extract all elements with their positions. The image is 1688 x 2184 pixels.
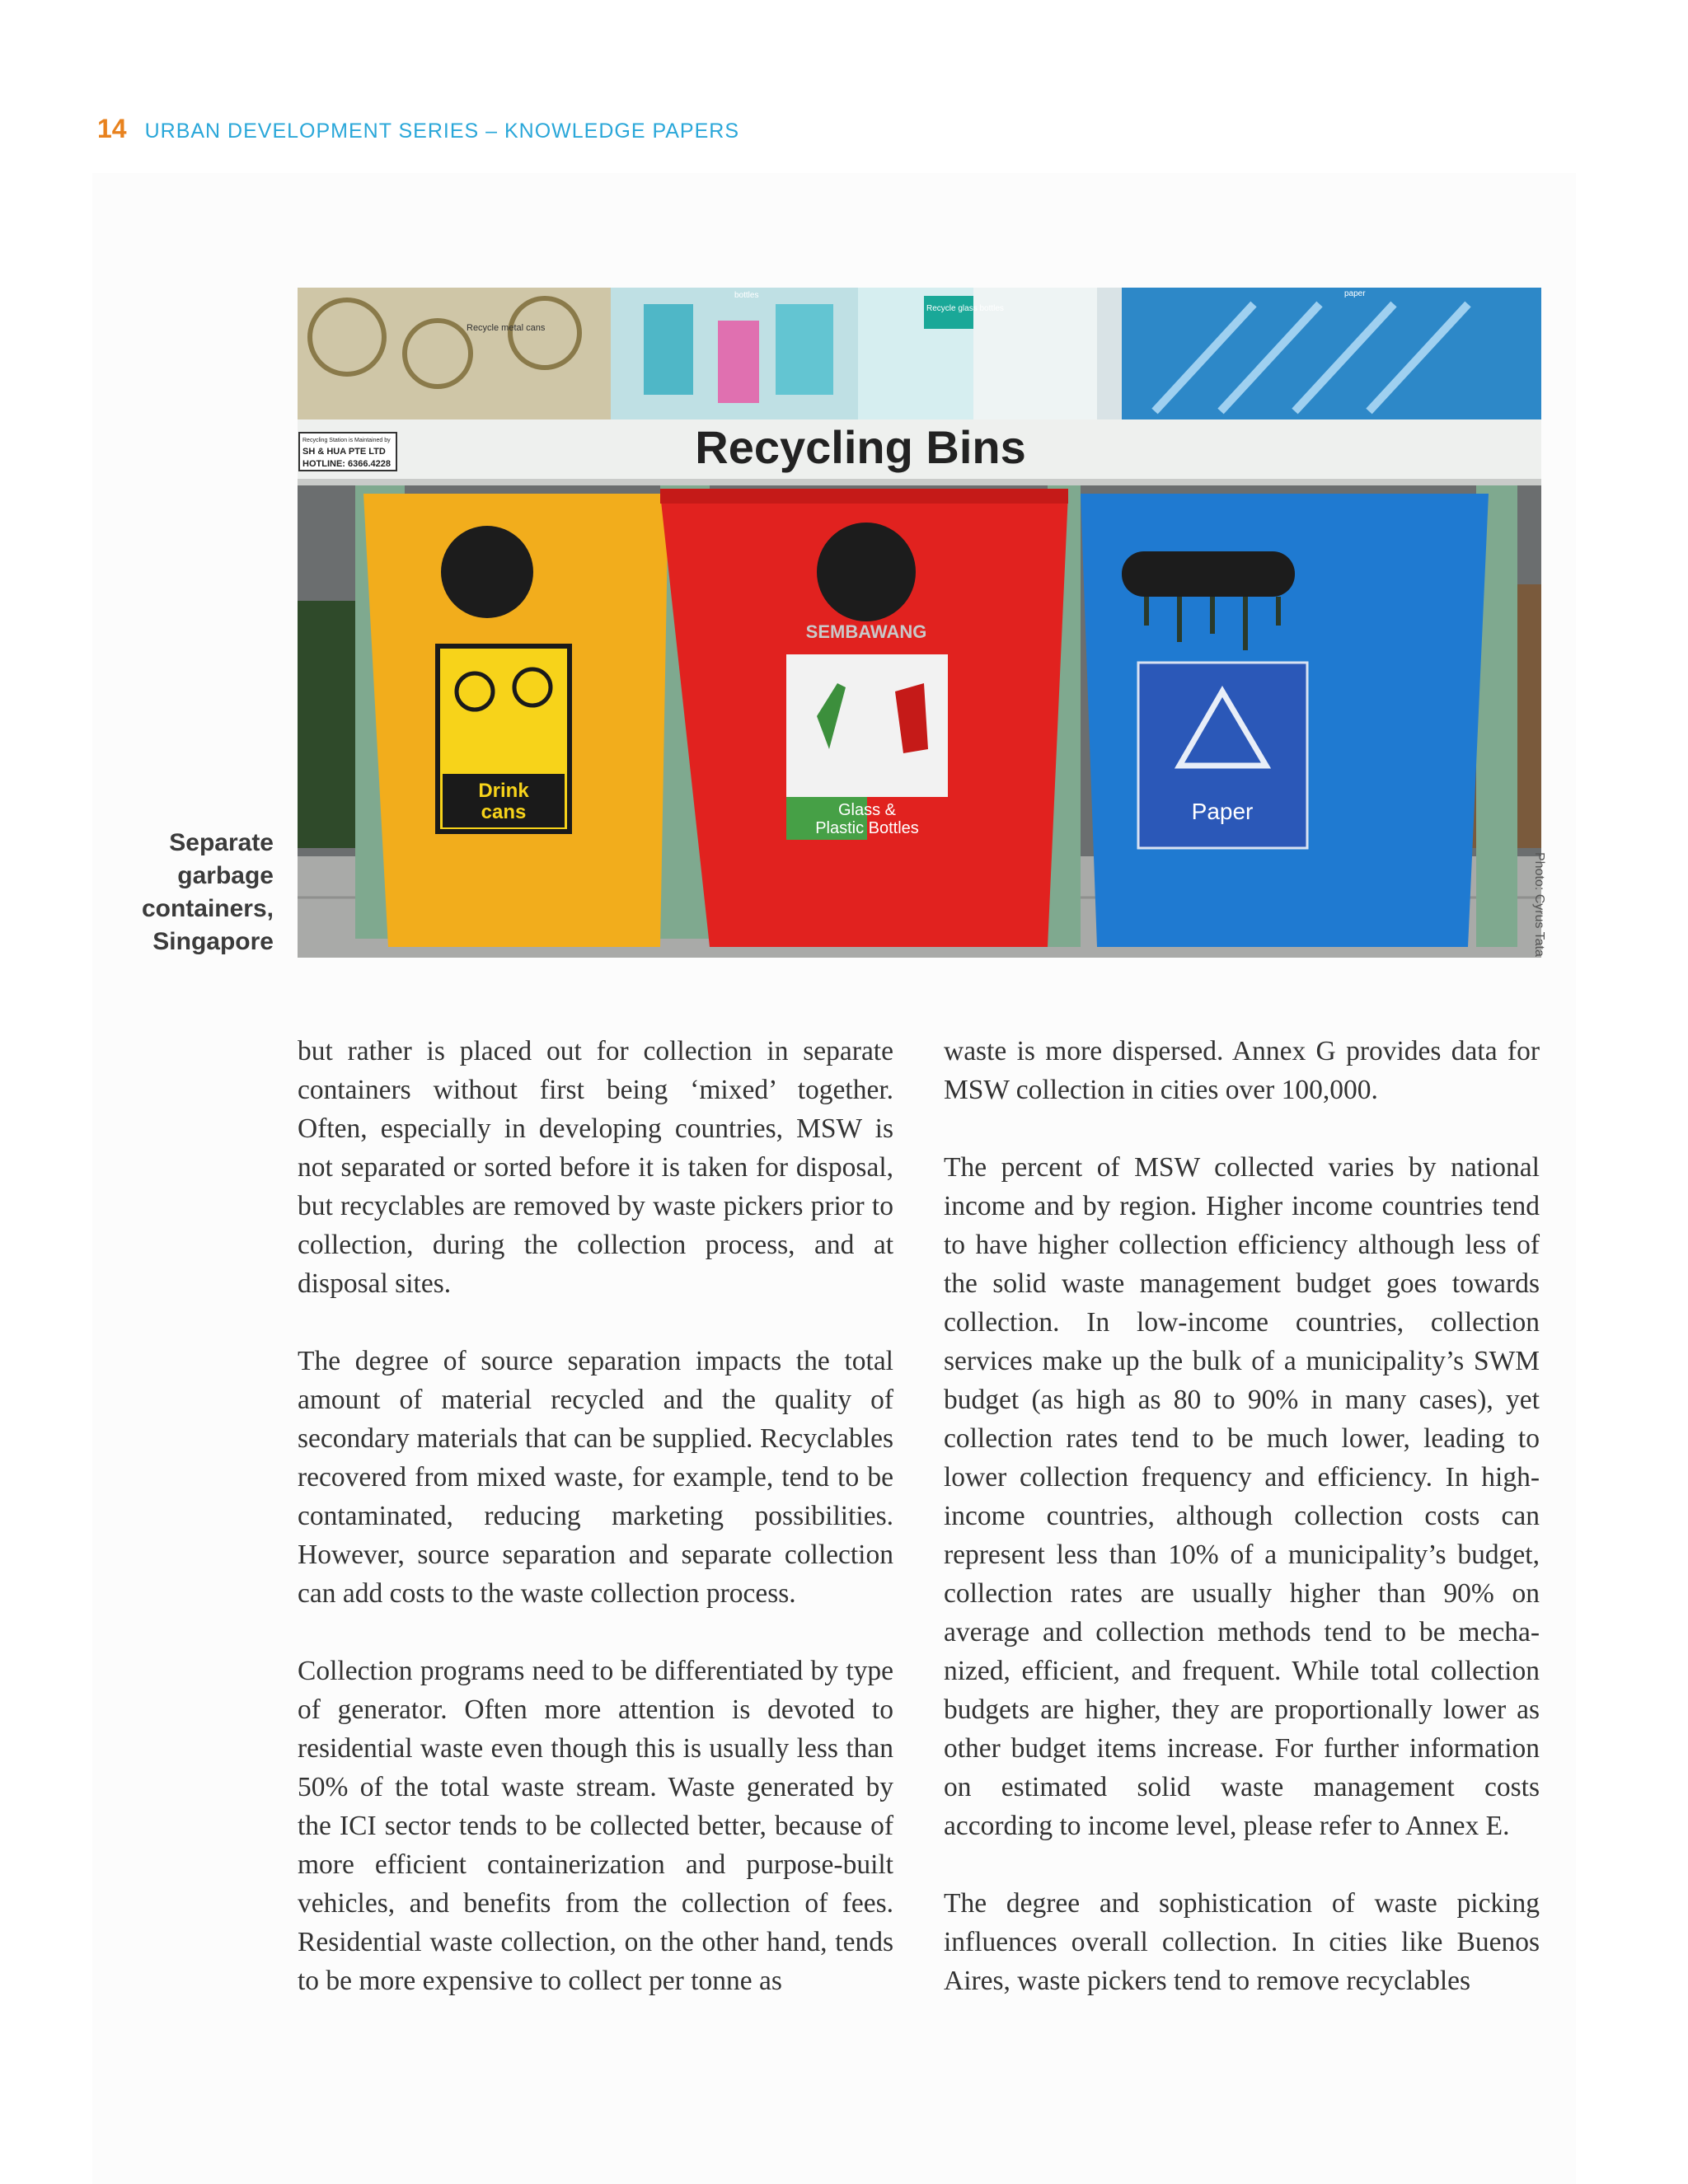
bin-label-glass: Glass & — [837, 801, 897, 819]
paragraph: waste is more dispersed. Annex G provides data for MSW collection in cities over 100,000. — [944, 1036, 1540, 1105]
recycling-bins-sign: Recycling Bins — [695, 421, 1026, 473]
series-title: URBAN DEVELOPMENT SERIES – KNOWLEDGE PAPERS — [144, 120, 740, 143]
paragraph: The degree of source separation impacts the total amount of material recycled and the quality of secondary materials that can be supplied. Recyclables recovered from mixed waste, for example, tend to be contaminated, reducing marketing possibilities. However, source separation and separate collection can add costs to the waste collection process. — [298, 1346, 893, 1609]
paragraph: but rather is placed out for collection in separate containers without first being ‘mixed’ together. Often, especially in developing countries, MSW is not separated or sorted before it is taken for disposal, but recyclables are removed by waste pickers prior to collection, during the collection process, and at disposal sites. — [298, 1036, 893, 1299]
photo-credit: Photo: Cyrus Tata — [1532, 852, 1546, 957]
bin-label-paper: Paper — [1191, 799, 1254, 824]
station-company-name: SH & HUA PTE LTD — [302, 447, 386, 457]
paragraph: Collection programs need to be differentiated by type of generator. Often more attention is devoted to residential waste even though this is usually less than 50% of the total waste stream. Waste generated by the ICI sector tends to be collected better, because of more efficient containerization and purpose-built vehicles, and benefits from the collection of fees. Residential waste collection, on the other hand, tends to be more expensive to collect per tonne as — [298, 1656, 893, 1996]
bin-label-cans: cans — [481, 801, 527, 823]
body-column-right — [944, 1032, 1540, 2039]
body-column-left — [298, 1032, 893, 2039]
label-recycle-glass-bottles: Recycle glass bottles — [926, 304, 1004, 313]
station-maintainer-line: Recycling Station is Maintained by — [302, 438, 391, 443]
bin-label-drink: Drink — [478, 780, 529, 802]
bin-brand-text: SEMBAWANG — [805, 621, 927, 642]
paragraph: The percent of MSW collected varies by national income and by region. Higher income countries tend to have higher collection efficiency although less of the solid waste management budget goes towards collection. In low-income countries, collection services make up the bulk of a municipality’s SWM budget (as high as 80 to 90% in many cases), yet collection rates tend to be much lower, leading to lower collection frequency and efficiency. In high-income countries, although collection costs can represent less than 10% of a municipality’s budget, collection rates are usually higher than 90% on average and collection methods tend to be mechanized, efficient, and frequent. While total collection budgets are higher, they are proportionally lower as other budget items increase. For further information on estimated solid waste management costs according to income level, please refer to Annex E. — [944, 1152, 1540, 1841]
running-header — [97, 114, 739, 147]
label-bottles: bottles — [734, 291, 759, 300]
label-paper-top: paper — [1344, 289, 1366, 298]
figure-caption: Separate garbage containers, Singapore — [141, 829, 274, 955]
page-number: 14 — [97, 114, 127, 143]
bin-label-plastic-bottles: Plastic Bottles — [815, 819, 919, 837]
label-recycle-metal-cans: Recycle metal cans — [467, 323, 546, 333]
paragraph: The degree and sophistication of waste picking influences overall collection. In cities like Buenos Aires, waste pickers tend to remove recyclables — [944, 1888, 1540, 1996]
station-hotline: HOTLINE: 6366.4228 — [302, 459, 391, 469]
recycling-bins-photo — [298, 288, 1541, 958]
